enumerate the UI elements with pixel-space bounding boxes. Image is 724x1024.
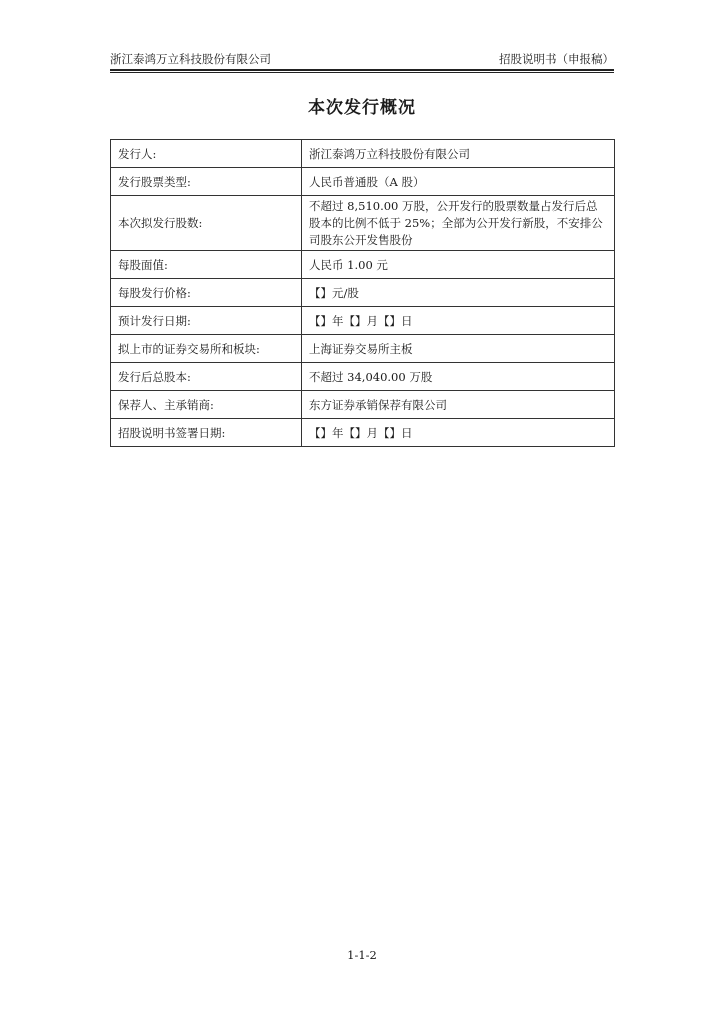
row-label: 本次拟发行股数: (111, 196, 302, 251)
section-title: 本次发行概况 (308, 98, 416, 118)
table-row-exchange (111, 335, 615, 363)
row-value: 不超过 8,510.00 万股，公开发行的股票数量占发行后总股本的比例不低于 25%；全部为公开发行新股，不安排公司股东公开发售股份 (302, 196, 615, 251)
page-header (110, 50, 614, 68)
table-row-total-shares (111, 363, 615, 391)
table-row-issue-price (111, 279, 615, 307)
row-label: 每股面值: (111, 251, 302, 279)
row-label: 招股说明书签署日期: (111, 419, 302, 447)
header-rule-thin (110, 72, 614, 73)
row-label: 每股发行价格: (111, 279, 302, 307)
row-value: 东方证券承销保荐有限公司 (302, 391, 615, 419)
row-value: 【】年【】月【】日 (302, 419, 615, 447)
row-value: 人民币 1.00 元 (302, 251, 615, 279)
row-value: 【】年【】月【】日 (302, 307, 615, 335)
header-document-name: 招股说明书（申报稿） (499, 52, 614, 66)
row-label: 发行人: (111, 140, 302, 168)
row-value: 上海证券交易所主板 (302, 335, 615, 363)
page-number: 1-1-2 (347, 948, 377, 962)
row-label: 预计发行日期: (111, 307, 302, 335)
row-value: 【】元/股 (302, 279, 615, 307)
table-row-signing-date (111, 419, 615, 447)
row-value: 浙江泰鸿万立科技股份有限公司 (302, 140, 615, 168)
table-row-par-value (111, 251, 615, 279)
table-row-issuer (111, 140, 615, 168)
row-label: 发行后总股本: (111, 363, 302, 391)
table-row-shares-offered (111, 196, 615, 251)
row-label: 发行股票类型: (111, 168, 302, 196)
table-row-stock-type (111, 168, 615, 196)
table-row-issue-date (111, 307, 615, 335)
row-label: 保荐人、主承销商: (111, 391, 302, 419)
row-value: 不超过 34,040.00 万股 (302, 363, 615, 391)
table-row-sponsor (111, 391, 615, 419)
header-company-name: 浙江泰鸿万立科技股份有限公司 (110, 52, 271, 66)
offering-overview-table (110, 139, 615, 447)
header-rule (110, 69, 614, 71)
row-label: 拟上市的证券交易所和板块: (111, 335, 302, 363)
row-value: 人民币普通股（A 股） (302, 168, 615, 196)
